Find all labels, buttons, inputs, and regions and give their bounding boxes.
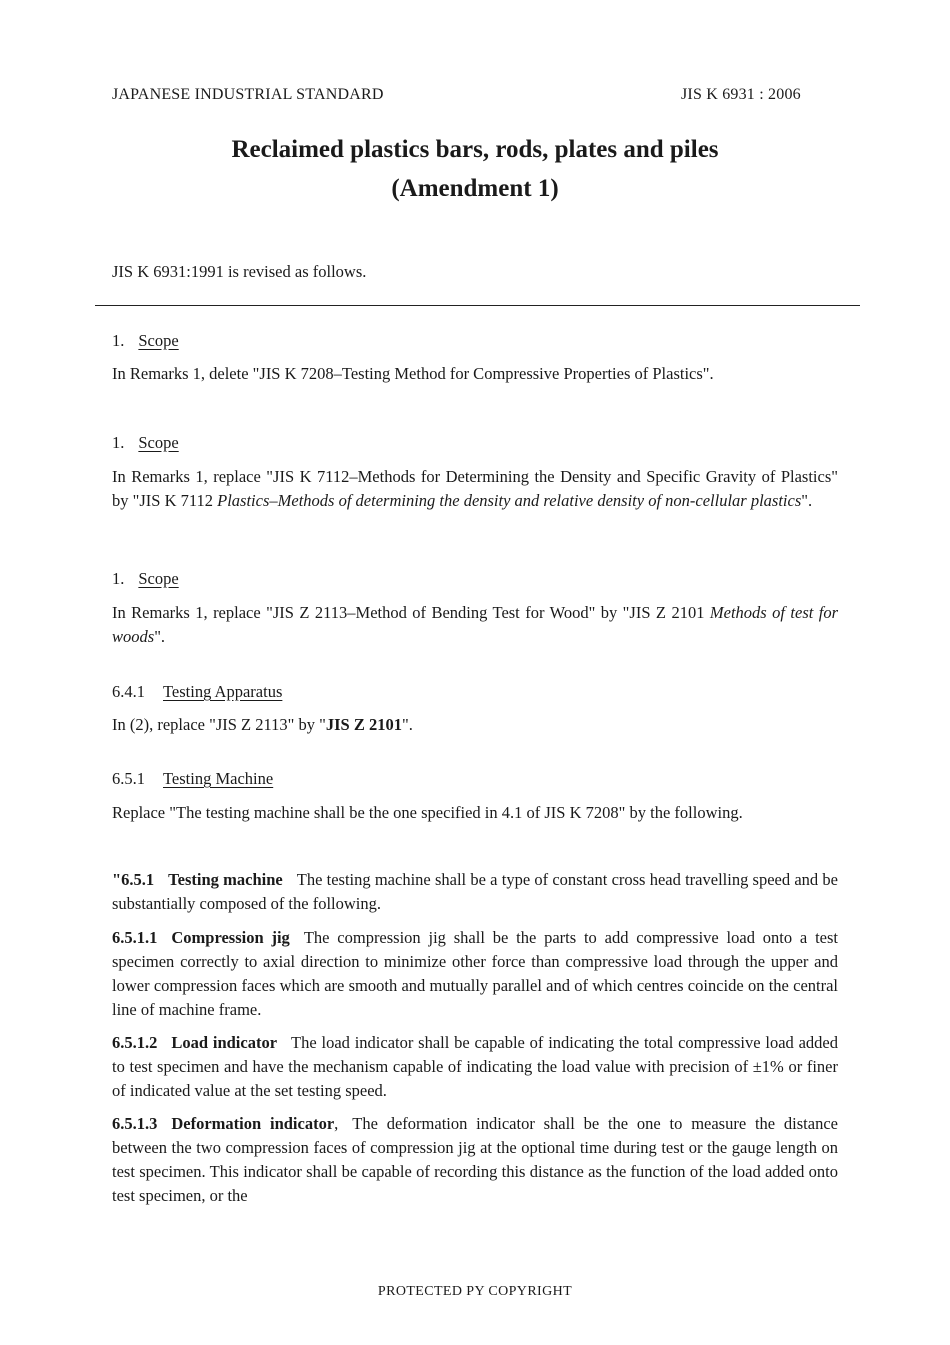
clause-text: The testing machine shall be a type of constant cross head travelling speed and be substantially composed of the following. <box>112 870 838 913</box>
section-heading <box>112 329 838 353</box>
clause-number: "6.5.1 <box>112 870 155 889</box>
header-standard-number: JIS K 6931 : 2006 <box>681 86 801 103</box>
section-body: In (2), replace "JIS Z 2113" by "JIS Z 2101". <box>112 715 413 734</box>
section-title: Scope <box>138 331 179 350</box>
clause <box>112 926 838 1022</box>
section-number: 1. <box>112 331 125 350</box>
header-standard-name: JAPANESE INDUSTRIAL STANDARD <box>112 86 384 103</box>
section-title: Scope <box>138 569 179 588</box>
clause <box>112 1031 838 1103</box>
intro-text <box>112 260 838 284</box>
clause-number: 6.5.1.2 <box>112 1033 158 1052</box>
clause-title: Testing machine <box>168 870 283 889</box>
intro-ref: JIS K 6931 <box>112 262 187 281</box>
section-title: Scope <box>138 433 179 452</box>
clause <box>112 868 838 916</box>
section-heading <box>112 680 838 704</box>
section-number: 1. <box>112 433 125 452</box>
footer-copyright: PROTECTED PY COPYRIGHT <box>377 1284 573 1299</box>
document-subtitle: (Amendment 1) <box>391 175 559 202</box>
clause-title: Compression jig <box>171 928 290 947</box>
clause: 6.5.1.3 Deformation indicator, The deformation indicator shall be the one to measure the distance between the two compression faces of compression jig at the optional time during test or the gauge length on test specimen. This indicator shall be capable of recording this distance as the function of the load added onto test specimen, or the <box>112 1114 838 1205</box>
section-number: 6.5.1 <box>112 769 145 788</box>
section-number: 6.4.1 <box>112 682 145 701</box>
section-heading <box>112 431 838 455</box>
divider <box>95 305 860 306</box>
section-title: Testing Machine <box>163 769 274 788</box>
section-body: In Remarks 1, replace "JIS K 7112–Methods for Determining the Density and Specific Gravity of Plastics" by "JIS K 7112 Plastics–Methods of determining the density and relative density of non-cellular plastics". <box>112 467 838 510</box>
section-body: In Remarks 1, delete "JIS K 7208–Testing Method for Compressive Properties of Plastics". <box>112 364 714 383</box>
document-title: Reclaimed plastics bars, rods, plates and piles <box>231 136 719 163</box>
section-title: Testing Apparatus <box>163 682 283 701</box>
clause-text: The load indicator shall be capable of indicating the total compressive load added to test specimen and have the mechanism capable of indicating the load value with precision of ±1% or finer of indicated value at the set testing speed. <box>112 1033 838 1100</box>
clause-title: Deformation indicator <box>171 1114 335 1133</box>
section-body: Replace "The testing machine shall be the one specified in 4.1 of JIS K 7208" by the following. <box>112 803 743 822</box>
clause-number: 6.5.1.1 <box>112 928 158 947</box>
section-heading <box>112 567 838 591</box>
section-heading <box>112 767 838 791</box>
clause-title: Load indicator <box>171 1033 278 1052</box>
clause-number: 6.5.1.3 <box>112 1114 158 1133</box>
section-number: 1. <box>112 569 125 588</box>
clause-text: The deformation indicator shall be the one to measure the distance between the two compression faces of compression jig at the optional time during test or the gauge length on test specimen. This indicator shall be capable of recording this distance as the function of the load added onto test specimen, or the <box>112 1114 838 1205</box>
clause-text: The compression jig shall be the parts to add compressive load onto a test specimen correctly to axial direction to minimize other force than compressive load through the upper and lower compression faces which are smooth and mutually parallel and of which centres coincide on the central line of machine frame. <box>112 928 838 1019</box>
intro-rest: :1991 is revised as follows. <box>186 262 367 281</box>
section-body: In Remarks 1, replace "JIS Z 2113–Method of Bending Test for Wood" by "JIS Z 2101 Methods of test for woods". <box>112 603 839 646</box>
